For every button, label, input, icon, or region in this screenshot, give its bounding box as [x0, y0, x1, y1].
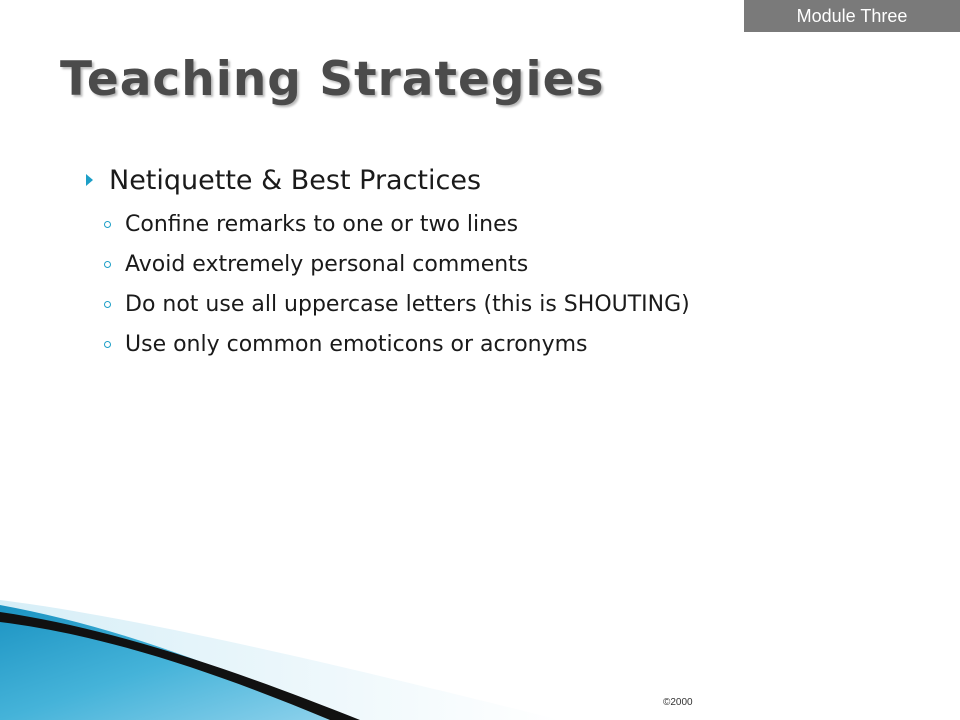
module-badge: Module Three: [744, 0, 960, 32]
slide-title: Teaching Strategies: [60, 52, 605, 107]
sub-bullet-text: Use only common emoticons or acronyms: [125, 331, 588, 357]
footer-copyright: ©2000: [663, 697, 693, 708]
sub-bullet-text: Confine remarks to one or two lines: [125, 211, 519, 237]
main-bullet-text: Netiquette & Best Practices: [109, 164, 482, 196]
sub-bullet-text: Avoid extremely personal comments: [125, 251, 529, 277]
sub-bullet-text: Do not use all uppercase letters (this is SHOUTING): [125, 291, 690, 317]
